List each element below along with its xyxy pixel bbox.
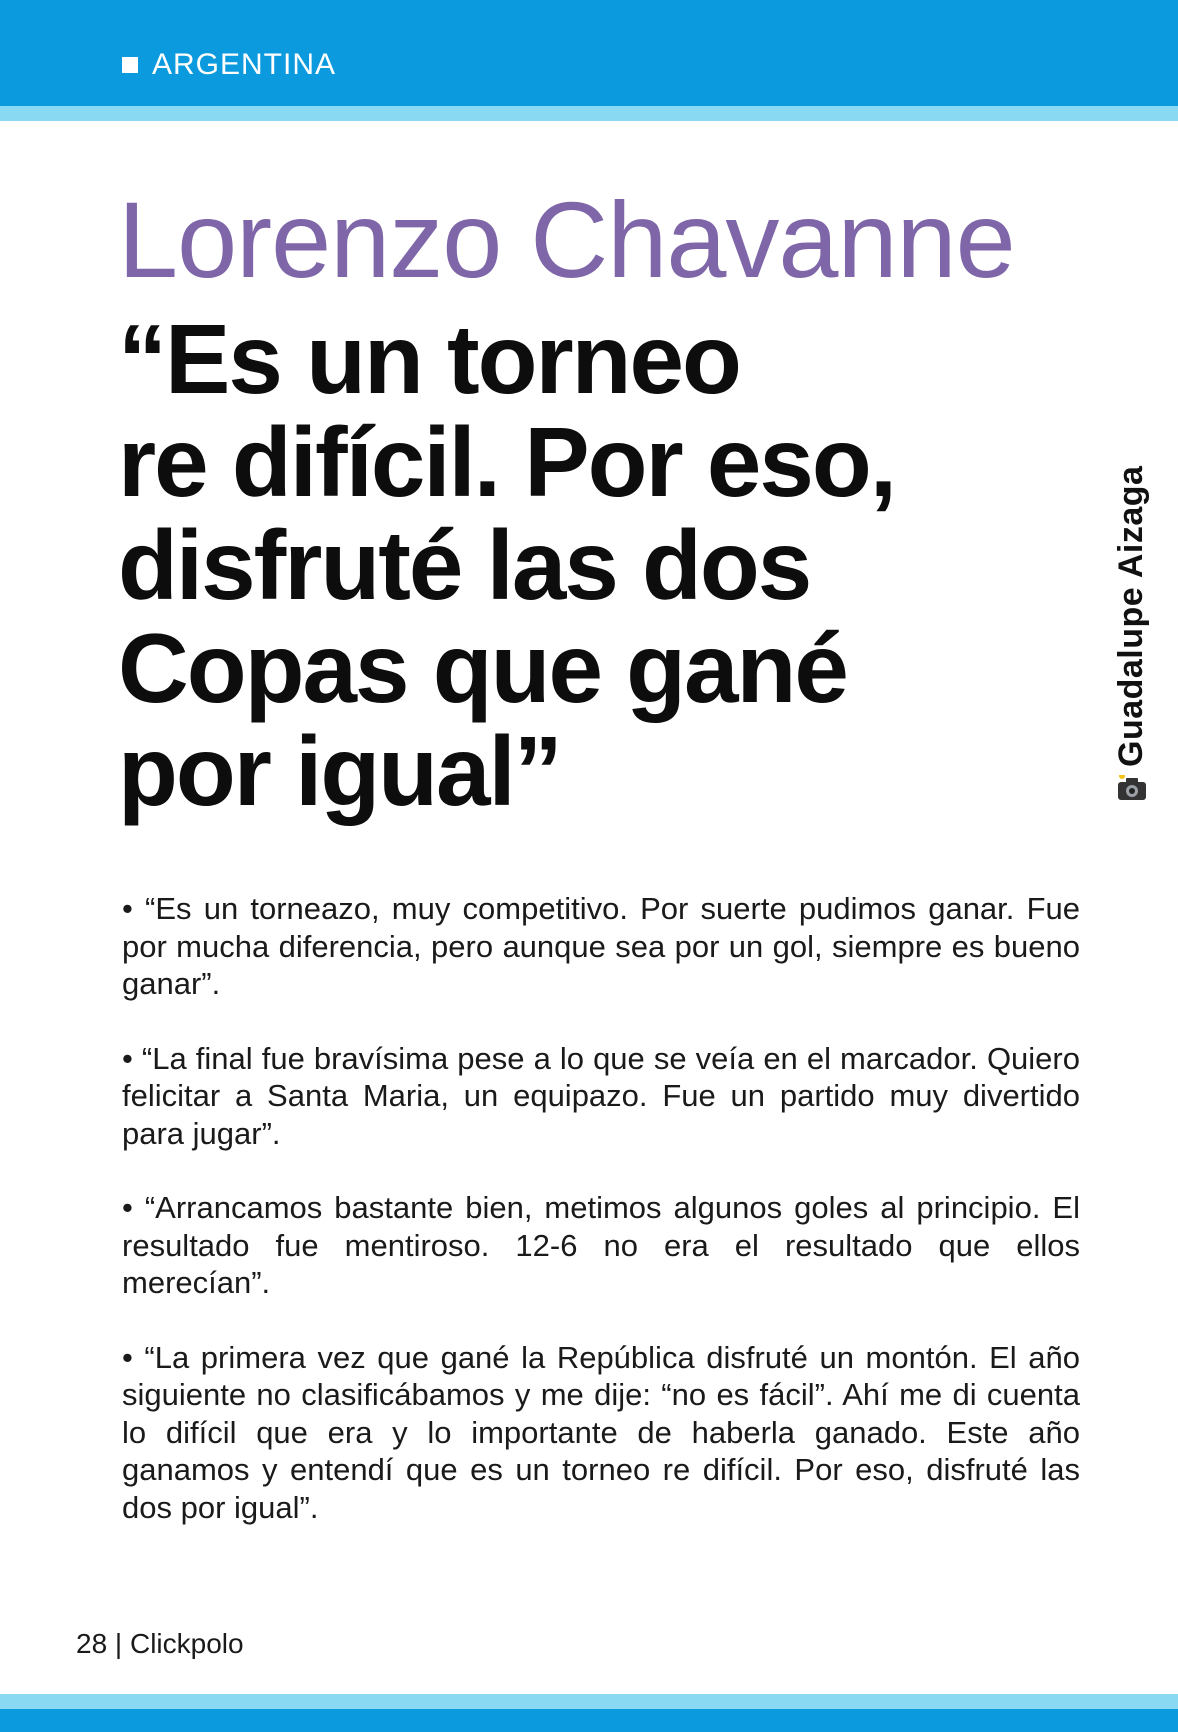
headline-line: por igual” xyxy=(118,716,561,826)
footer-stripe xyxy=(0,1694,1178,1709)
headline-line: disfruté las dos xyxy=(118,510,811,620)
headline xyxy=(118,304,1058,826)
headline-line: Copas que gané xyxy=(118,613,847,723)
camera-icon xyxy=(1114,775,1150,805)
quote-item: • “La primera vez que gané la República disfruté un montón. El año siguiente no clasificábamos y me dije: “no es fácil”. Ahí me di cuenta lo difícil que era y lo importante de haberla ganado. Este año ganamos y entendí que es un torneo re difícil. Por eso, disfruté las dos por igual”. xyxy=(122,1339,1080,1525)
section-square-icon xyxy=(122,57,138,73)
footer-band xyxy=(0,1709,1178,1732)
quote-item: • “Arrancamos bastante bien, metimos algunos goles al principio. El resultado fue mentiroso. 12-6 no era el resultado que ellos merecían”. xyxy=(122,1190,1080,1300)
quote-item: • “Es un torneazo, muy competitivo. Por suerte pudimos ganar. Fue por mucha diferencia, pero aunque sea por un gol, siempre es bueno ganar”. xyxy=(122,891,1080,1001)
headline-line: “Es un torneo xyxy=(118,304,740,414)
quote-item: • “La final fue bravísima pese a lo que se veía en el marcador. Quiero felicitar a Santa Maria, un equipazo. Fue un partido muy divertido para jugar”. xyxy=(122,1040,1080,1151)
section-title: ARGENTINA xyxy=(152,48,337,81)
headline-line: re difícil. Por eso, xyxy=(118,407,895,517)
quotes-list xyxy=(122,890,1080,1563)
section-label xyxy=(122,48,336,82)
header-stripe xyxy=(0,106,1178,121)
photo-credit-text: Guadalupe Aizaga xyxy=(1112,465,1150,767)
photo-credit xyxy=(1112,405,1154,805)
person-name: Lorenzo Chavanne xyxy=(118,179,1015,300)
page-footer: 28 | Clickpolo xyxy=(76,1628,244,1659)
